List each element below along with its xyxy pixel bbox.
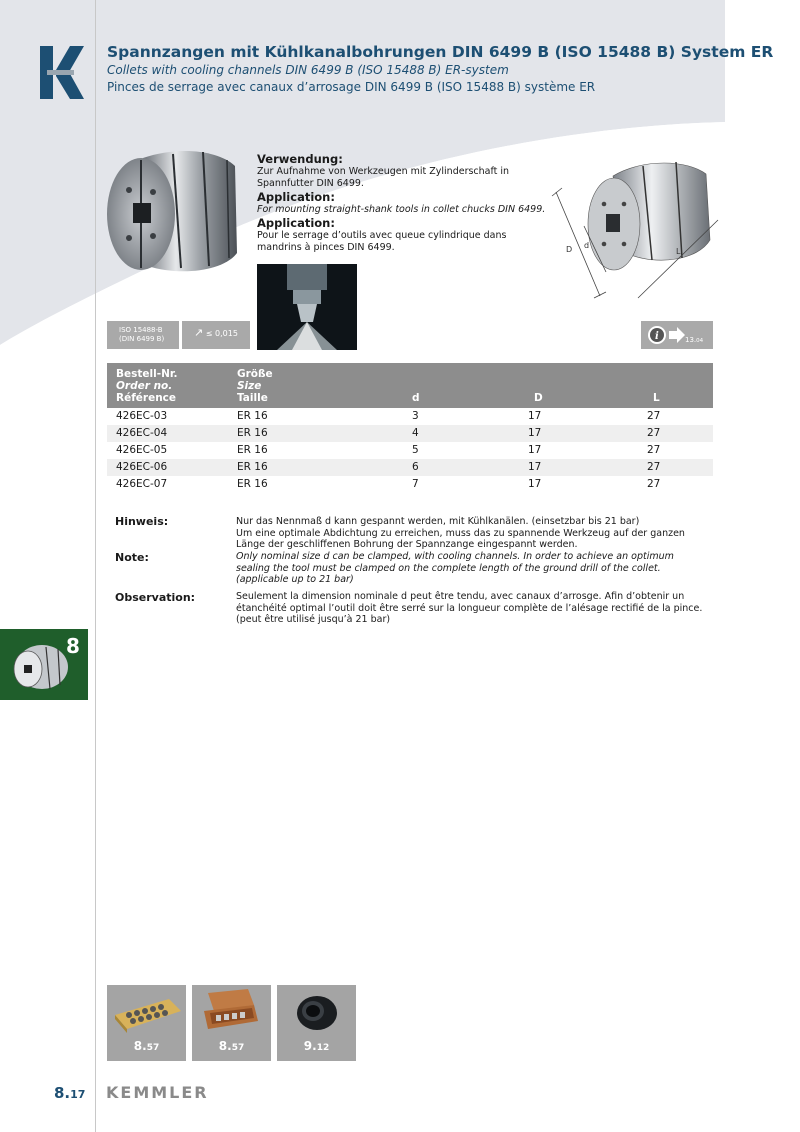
cell-size: ER 16: [237, 478, 268, 490]
tolerance-value: ≤ 0,015: [205, 329, 238, 338]
cell-d: 3: [412, 410, 419, 422]
note-de-line2: Um eine optimale Abdichtung zu erreichen, muss das zu spannende Werkzeug auf der ganzen Länge der geschliffenen Bohrung der Spannzange eingespannt werden.: [236, 527, 685, 550]
col-size-de: Größe: [237, 368, 273, 380]
cell-order: 426EC-03: [116, 410, 168, 422]
wooden-box-icon: [192, 985, 271, 1035]
collet-technical-drawing: [548, 148, 723, 303]
related-ref-1-main: 8.: [133, 1039, 147, 1053]
related-ref-1-sub: 57: [146, 1043, 160, 1053]
col-order-de: Bestell-Nr.: [116, 368, 178, 380]
note-text-fr: Seulement la dimension nominale d peut être tendu, avec canaux d’arrosge. Afin d’obtenir un étanchéité optimal l’outil doit être serré sur la longueur complète de l’alésage rectifié de la pince. (peut être utilisé jusqu’à 21 bar): [236, 591, 703, 625]
cell-size: ER 16: [237, 410, 268, 422]
drawing-label-L: L: [676, 247, 681, 256]
cell-D: 17: [528, 444, 542, 456]
col-L-header: L: [653, 392, 660, 404]
cell-D: 17: [528, 461, 542, 473]
related-ref-3[interactable]: [277, 1039, 356, 1053]
cell-L: 27: [647, 410, 661, 422]
brand-wordmark: KEMMLER: [106, 1083, 209, 1102]
cell-L: 27: [647, 444, 661, 456]
margin-line: [95, 0, 96, 1132]
note-label-de: Hinweis:: [115, 515, 169, 528]
svg-text:i: i: [655, 331, 659, 342]
product-table-header: [107, 363, 713, 408]
application-heading-fr: Application:: [257, 216, 335, 230]
drawing-label-D: D: [566, 245, 573, 254]
table-row: [107, 442, 713, 459]
col-D-header: D: [534, 392, 543, 404]
cell-d: 5: [412, 444, 419, 456]
info-arrow-icon: [647, 324, 687, 348]
chapter-number: 8: [66, 634, 80, 658]
ref-main: 13.: [685, 336, 697, 344]
collet-set-icon: [107, 985, 186, 1035]
cell-order: 426EC-04: [116, 427, 168, 439]
col-d-header: d: [412, 392, 420, 404]
info-reference-link[interactable]: [685, 336, 703, 346]
cell-size: ER 16: [237, 444, 268, 456]
clamping-nut-icon: [277, 985, 356, 1035]
note-label-fr: Observation:: [115, 591, 196, 604]
note-text-en: Only nominal size d can be clamped, with cooling channels. In order to achieve an optimum sealing the tool must be clamped on the complete length of the ground drill of the collet. (applicable up to 21 bar): [236, 551, 674, 585]
table-row: [107, 425, 713, 442]
cell-D: 17: [528, 427, 542, 439]
iso-standard-badge: [107, 321, 179, 349]
related-ref-1[interactable]: [107, 1039, 186, 1053]
cell-order: 426EC-06: [116, 461, 168, 473]
col-order-fr: Référence: [116, 392, 177, 404]
cell-size: ER 16: [237, 461, 268, 473]
related-product-collet-set[interactable]: [107, 985, 186, 1061]
cell-d: 4: [412, 427, 419, 439]
related-product-clamping-nut[interactable]: [277, 985, 356, 1061]
application-section: [257, 152, 547, 254]
related-ref-3-main: 9.: [303, 1039, 317, 1053]
runout-tolerance-badge: [182, 321, 250, 349]
page-number-sub: 17: [70, 1088, 86, 1101]
runout-arrow-icon: ↗: [194, 326, 204, 339]
table-row: [107, 408, 713, 425]
iso-badge-line2: (DIN 6499 B): [119, 335, 165, 343]
cell-L: 27: [647, 461, 661, 473]
cell-L: 27: [647, 478, 661, 490]
application-text-en: For mounting straight-shank tools in collet chucks DIN 6499.: [257, 204, 546, 215]
info-reference-badge[interactable]: [641, 321, 713, 349]
cell-D: 17: [528, 478, 542, 490]
application-text-fr: Pour le serrage d’outils avec queue cylindrique dans mandrins à pinces DIN 6499.: [257, 230, 507, 253]
page-title: Spannzangen mit Kühlkanalbohrungen DIN 6499 B (ISO 15488 B) System ER: [107, 43, 774, 61]
col-size-en: Size: [237, 380, 262, 392]
application-heading-de: Verwendung:: [257, 152, 343, 166]
cell-d: 6: [412, 461, 419, 473]
table-row: [107, 476, 713, 493]
cell-L: 27: [647, 427, 661, 439]
coolant-spray-icon: [257, 264, 357, 350]
page-number-main: 8.: [54, 1084, 71, 1102]
application-heading-en: Application:: [257, 190, 335, 204]
page-title-en: Collets with cooling channels DIN 6499 B (ISO 15488 B) ER-system: [107, 63, 509, 77]
cell-order: 426EC-07: [116, 478, 168, 490]
iso-badge-line1: ISO 15488-B: [119, 326, 163, 334]
col-size-header: [237, 368, 273, 404]
col-order-header: [116, 368, 178, 404]
page-title-fr: Pinces de serrage avec canaux d’arrosage DIN 6499 B (ISO 15488 B) système ER: [107, 80, 596, 94]
related-product-wooden-box[interactable]: [192, 985, 271, 1061]
application-text-de: Zur Aufnahme von Werkzeugen mit Zylinderschaft in Spannfutter DIN 6499.: [257, 166, 510, 189]
col-order-en: Order no.: [116, 380, 173, 392]
collet-thumbnail-icon: [8, 637, 72, 697]
related-ref-3-sub: 12: [316, 1043, 330, 1053]
note-text-de: [236, 516, 706, 551]
collet-photo: [103, 148, 243, 278]
note-de-line1: Nur das Nennmaß d kann gespannt werden, mit Kühlkanälen. (einsetzbar bis 21 bar): [236, 516, 640, 527]
related-ref-2-sub: 57: [231, 1043, 245, 1053]
page-number: [54, 1084, 85, 1102]
cell-order: 426EC-05: [116, 444, 168, 456]
drawing-label-d: d: [584, 241, 590, 250]
table-row: [107, 459, 713, 476]
coolant-application-photo: [257, 264, 357, 350]
note-label-en: Note:: [115, 551, 149, 564]
col-size-fr: Taille: [237, 392, 268, 404]
kemmler-k-logo: [40, 46, 84, 99]
cell-D: 17: [528, 410, 542, 422]
related-ref-2-main: 8.: [218, 1039, 232, 1053]
cell-size: ER 16: [237, 427, 268, 439]
related-ref-2[interactable]: [192, 1039, 271, 1053]
cell-d: 7: [412, 478, 419, 490]
ref-sub: 04: [696, 338, 704, 344]
